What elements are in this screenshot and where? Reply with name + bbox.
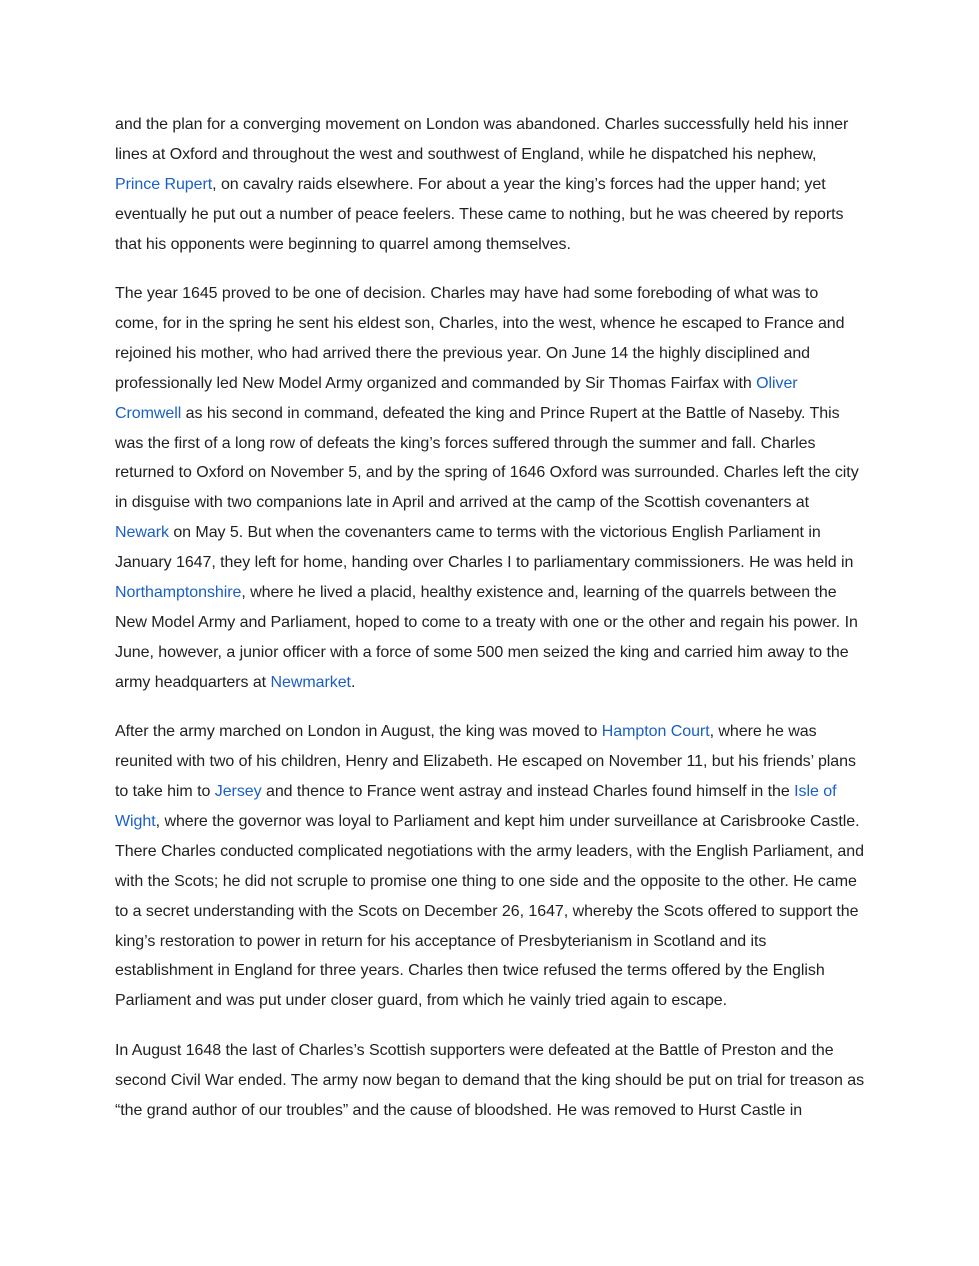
paragraph-2 — [115, 279, 865, 698]
paragraph-1 — [115, 110, 865, 260]
text-segment: and thence to France went astray and instead Charles found himself in the — [261, 783, 795, 801]
link-isle-of-wight[interactable]: Isle of Wight — [115, 783, 837, 830]
text-segment: The year 1645 proved to be one of decision. Charles may have had some foreboding of what was to come, for in the spring he sent his eldest son, Charles, into the west, whence he escaped to France and rejoined his mother, who had arrived there the previous year. On June 14 the highly disciplined and professionally led New Model Army organized and commanded by Sir Thomas Fairfax with — [115, 285, 845, 392]
text-segment: In August 1648 the last of Charles’s Scottish supporters were defeated at the Battle of Preston and the second Civil War ended. The army now began to demand that the king should be put on trial for treason as “the grand author of our troubles” and the cause of bloodshed. He was removed to Hurst Castle in — [115, 1041, 865, 1119]
link-oliver-cromwell[interactable]: Oliver Cromwell — [115, 374, 798, 422]
document-page — [115, 110, 865, 1145]
text-segment: After the army marched on London in August, the king was moved to — [115, 723, 602, 741]
link-prince-rupert[interactable]: Prince Rupert — [115, 175, 213, 193]
text-segment: , where he was reunited with two of his children, Henry and Elizabeth. He escaped on November 11, but his friends’ plans to take him to — [115, 723, 856, 801]
link-newark[interactable]: Newark — [115, 524, 169, 542]
link-hampton-court[interactable]: Hampton Court — [601, 723, 710, 741]
text-segment: and the plan for a converging movement on London was abandoned. Charles successfully held his inner lines at Oxford and throughout the west and southwest of England, while he dispatched his nephew, — [115, 116, 849, 163]
text-segment: , where he lived a placid, healthy existence and, learning of the quarrels between the New Model Army and Parliament, hoped to come to a treaty with one or the other and regain his power. In June, however, a junior officer with a force of some 500 men seized the king and carried him away to the army headquarters at — [115, 584, 858, 691]
paragraph-3 — [115, 717, 865, 1016]
text-segment: as his second in command, defeated the king and Prince Rupert at the Battle of Naseby. This was the first of a long row of defeats the king’s forces suffered through the summer and fall. Charles returned to Oxford on November 5, and by the spring of 1646 Oxford was surrounded. Charles left the city in disguise with two companions late in April and arrived at the camp of the Scottish covenanters at — [115, 404, 859, 512]
link-newmarket[interactable]: Newmarket — [270, 673, 351, 691]
text-segment: , where the governor was loyal to Parliament and kept him under surveillance at Carisbrooke Castle. There Charles conducted complicated negotiations with the army leaders, with the English Parliament, and with the Scots; he did not scruple to promise one thing to one side and the opposite to the other. He came to a secret understanding with the Scots on December 26, 1647, whereby the Scots offered to support the king’s restoration to power in return for his acceptance of Presbyterianism in Scotland and its establishment in England for three years. Charles then twice refused the terms offered by the English Parliament and was put under closer guard, from which he vainly tried again to escape. — [115, 812, 864, 1010]
text-segment: . — [350, 673, 356, 691]
text-segment: on May 5. But when the covenanters came to terms with the victorious English Parliament in January 1647, they left for home, handing over Charles I to parliamentary commissioners. He was held in — [115, 524, 854, 572]
paragraph-4 — [115, 1036, 865, 1126]
link-jersey[interactable]: Jersey — [214, 783, 262, 801]
link-northamptonshire[interactable]: Northamptonshire — [115, 584, 242, 602]
text-segment: , on cavalry raids elsewhere. For about a year the king’s forces had the upper hand; yet eventually he put out a number of peace feelers. These came to nothing, but he was cheered by reports that his opponents were beginning to quarrel among themselves. — [115, 175, 844, 253]
